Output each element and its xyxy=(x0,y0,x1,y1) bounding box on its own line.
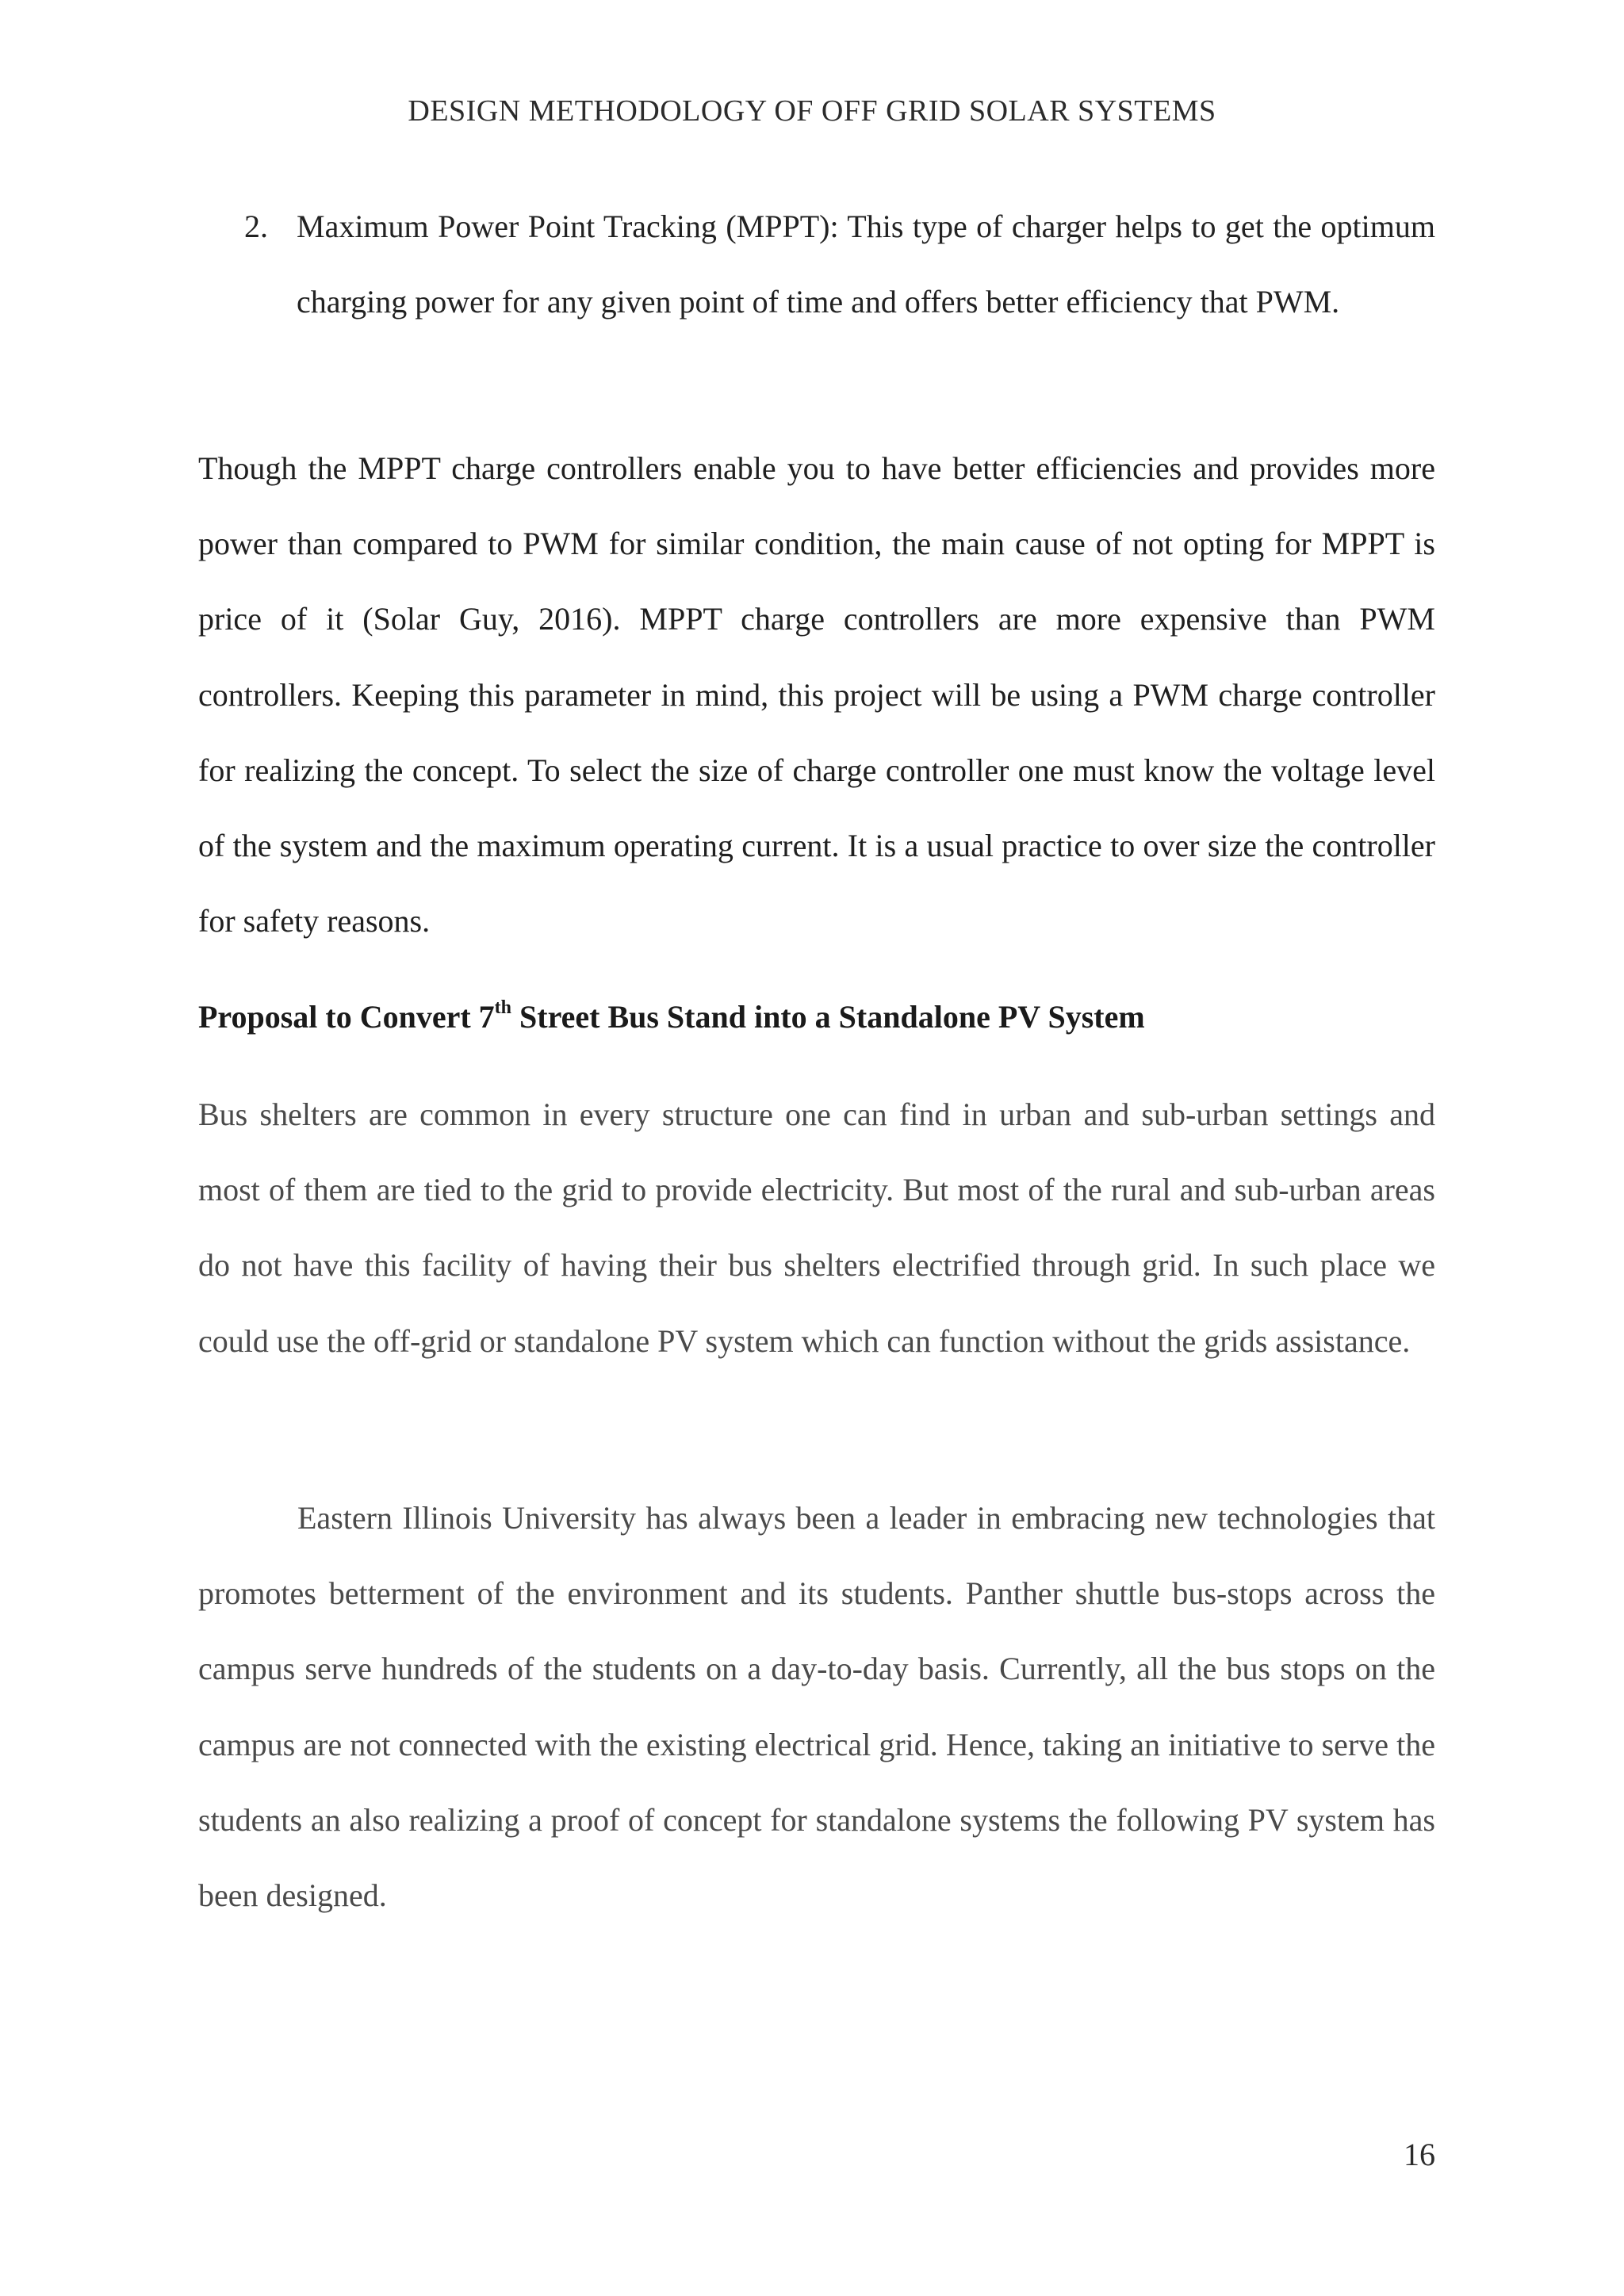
list-item-text: Maximum Power Point Tracking (MPPT): This type of charger helps to get the optimum charging power for any given point of time and offers better efficiency that PWM. xyxy=(297,209,1435,320)
heading-superscript: th xyxy=(494,997,512,1018)
section-heading xyxy=(198,989,1435,1045)
running-head: DESIGN METHODOLOGY OF OFF GRID SOLAR SYSTEMS xyxy=(408,94,1216,128)
page-number: 16 xyxy=(1404,2137,1435,2172)
paragraph-eastern-illinois: Eastern Illinois University has always been a leader in embracing new technologies that promotes betterment of the environment and its students. Panther shuttle bus-stops across the campus serve hundreds of the students on a day-to-day basis. Currently, all the bus stops on the campus are not connected with the existing electrical grid. Hence, taking an initiative to serve the students an also realizing a proof of concept for standalone systems the following PV system has been designed. xyxy=(198,1500,1435,1914)
paragraph-charge-controllers: Though the MPPT charge controllers enable you to have better efficiencies and provides more power than compared to PWM for similar condition, the main cause of not opting for MPPT is price of it (Solar Guy, 2016). MPPT charge controllers are more expensive than PWM controllers. Keeping this parameter in mind, this project will be using a PWM charge controller for realizing the concept. To select the size of charge controller one must know the voltage level of the system and the maximum operating current. It is a usual practice to over size the controller for safety reasons. xyxy=(198,450,1435,939)
list-number: 2. xyxy=(244,209,268,244)
heading-text-end: Street Bus Stand into a Standalone PV System xyxy=(511,999,1145,1035)
paragraph-bus-shelters: Bus shelters are common in every structure one can find in urban and sub-urban settings and most of them are tied to the grid to provide electricity. But most of the rural and sub-urban areas do not have this facility of having their bus shelters electrified through grid. In such place we could use the off-grid or standalone PV system which can function without the grids assistance. xyxy=(198,1096,1435,1359)
heading-text-start: Proposal to Convert 7 xyxy=(198,999,495,1035)
